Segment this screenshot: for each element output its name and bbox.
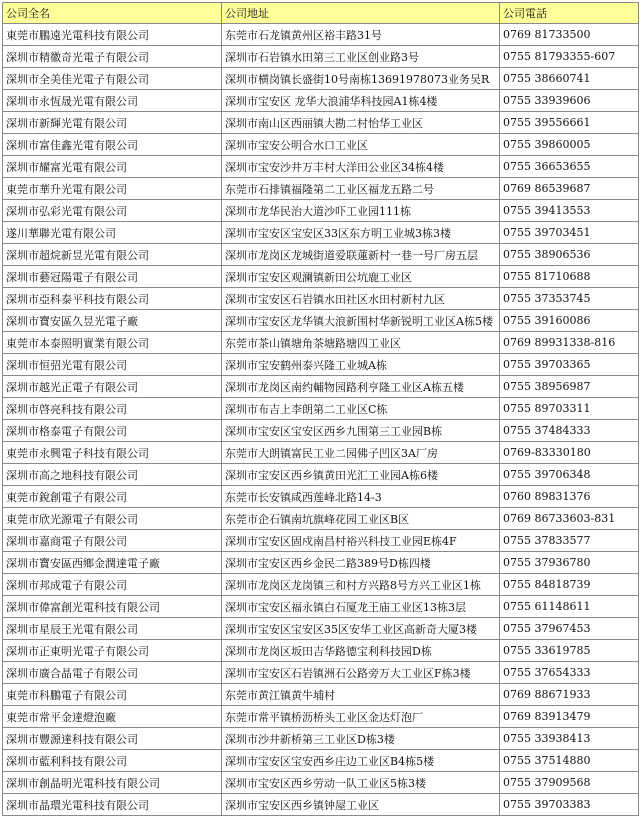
table-row	[3, 288, 639, 310]
table-row	[3, 684, 639, 706]
cell-company-address[interactable]: 东莞市石龙镇黄州区裕丰路31号	[222, 24, 500, 46]
table-row	[3, 156, 639, 178]
cell-company-name[interactable]: 東莞市銳創電子有限公司	[3, 486, 222, 508]
table-row	[3, 178, 639, 200]
cell-company-address[interactable]: 深圳市宝安区观澜镇新田公坑鹿工业区	[222, 266, 500, 288]
table-row	[3, 134, 639, 156]
table-row	[3, 486, 639, 508]
table-row	[3, 618, 639, 640]
cell-company-phone[interactable]: 0755 39160086	[500, 310, 639, 332]
header-row	[3, 3, 639, 24]
cell-company-address[interactable]: 东莞市企石镇南坑旗峰花园工业区B区	[222, 508, 500, 530]
cell-company-name[interactable]: 深圳市晶環光電科技有限公司	[3, 794, 222, 816]
cell-company-name[interactable]: 深圳市偉富創光電科技有限公司	[3, 596, 222, 618]
cell-company-address[interactable]: 深圳市宝安公明合水口工业区	[222, 134, 500, 156]
cell-company-name[interactable]: 深圳市創晶明光電科技有限公司	[3, 772, 222, 794]
cell-company-address[interactable]: 深圳市龙岗区龙岗镇三和村方兴路8号方兴工业区1栋	[222, 574, 500, 596]
table-row	[3, 640, 639, 662]
cell-company-name[interactable]: 深圳市啓亮科技有限公司	[3, 398, 222, 420]
cell-company-phone[interactable]: 0755 37833577	[500, 530, 639, 552]
cell-company-phone[interactable]: 0769 89931338-816	[500, 332, 639, 354]
cell-company-phone[interactable]: 0755 81793355-607	[500, 46, 639, 68]
cell-company-address[interactable]: 东莞市茶山镇塘角茶塘路塘四工业区	[222, 332, 500, 354]
cell-company-address[interactable]: 深圳市宝安区西乡金民二路389号D栋四楼	[222, 552, 500, 574]
cell-company-name[interactable]: 東莞市永興電子科技有限公司	[3, 442, 222, 464]
table-row	[3, 420, 639, 442]
cell-company-name[interactable]: 深圳市新輝光電有限公司	[3, 112, 222, 134]
cell-company-address[interactable]: 深圳市沙井新桥第三工业区D栋3楼	[222, 728, 500, 750]
table-row	[3, 24, 639, 46]
cell-company-name[interactable]: 東莞市本泰照明實業有限公司	[3, 332, 222, 354]
cell-company-phone[interactable]: 0755 38660741	[500, 68, 639, 90]
cell-company-phone[interactable]: 0755 37353745	[500, 288, 639, 310]
cell-company-phone[interactable]: 0755 39706348	[500, 464, 639, 486]
cell-company-address[interactable]: 深圳市宝安区宝安区西乡九围第三工业园B栋	[222, 420, 500, 442]
cell-company-address[interactable]: 深圳市龙岗区南约輔物园路利亨隆工业区A栋五楼	[222, 376, 500, 398]
table-row	[3, 68, 639, 90]
table-row	[3, 354, 639, 376]
cell-company-phone[interactable]: 0755 84818739	[500, 574, 639, 596]
table-row	[3, 46, 639, 68]
cell-company-phone[interactable]: 0755 33938413	[500, 728, 639, 750]
table-row	[3, 508, 639, 530]
cell-company-phone[interactable]: 0755 39860005	[500, 134, 639, 156]
table-row	[3, 398, 639, 420]
cell-company-address[interactable]: 深圳市宝安区西乡镇黄田光汇工业园A栋6楼	[222, 464, 500, 486]
cell-company-address[interactable]: 深圳市宝安沙井万丰村大洋田公业区34栋4楼	[222, 156, 500, 178]
cell-company-address[interactable]: 深圳市宝安区固戍南昌村裕兴科技工业园E栋4F	[222, 530, 500, 552]
cell-company-address[interactable]: 深圳市宝安区宝安西乡庄边工业区B4栋5楼	[222, 750, 500, 772]
spreadsheet	[2, 2, 638, 816]
cell-company-name[interactable]: 深圳市永恆晟光電有限公司	[3, 90, 222, 112]
header-company-name[interactable]: 公司全名	[3, 3, 222, 24]
cell-company-phone[interactable]: 0755 38956987	[500, 376, 639, 398]
table-row	[3, 772, 639, 794]
cell-company-name[interactable]: 深圳市正東明光電子有限公司	[3, 640, 222, 662]
cell-company-name[interactable]: 深圳市邦成電子有限公司	[3, 574, 222, 596]
cell-company-phone[interactable]: 0755 37514880	[500, 750, 639, 772]
cell-company-address[interactable]: 东莞市大朗镇富民工业二园佛子凹区3A厂房	[222, 442, 500, 464]
cell-company-name[interactable]: 深圳市廣合晶電子有限公司	[3, 662, 222, 684]
table-row	[3, 244, 639, 266]
cell-company-phone[interactable]: 0755 61148611	[500, 596, 639, 618]
cell-company-phone[interactable]: 0755 37654333	[500, 662, 639, 684]
cell-company-phone[interactable]: 0769 88671933	[500, 684, 639, 706]
cell-company-name[interactable]: 深圳市恒弨光電有限公司	[3, 354, 222, 376]
cell-company-name[interactable]: 深圳市藝冠陽電子有限公司	[3, 266, 222, 288]
cell-company-phone[interactable]: 0755 33619785	[500, 640, 639, 662]
cell-company-address[interactable]: 深圳市龙岗区龙城街道爱联蓮新村一巷一号厂房五层	[222, 244, 500, 266]
cell-company-address[interactable]: 深圳市南山区西丽镇大勘二村怡华工业区	[222, 112, 500, 134]
cell-company-phone[interactable]: 0755 33939606	[500, 90, 639, 112]
table-row	[3, 794, 639, 816]
cell-company-address[interactable]: 深圳市石岩镇水田第三工业区创业路3号	[222, 46, 500, 68]
cell-company-address[interactable]: 东莞市黄江镇黄牛埔村	[222, 684, 500, 706]
cell-company-phone[interactable]: 0755 81710688	[500, 266, 639, 288]
cell-company-name[interactable]: 深圳市格泰電子有限公司	[3, 420, 222, 442]
cell-company-address[interactable]: 深圳市宝安区龙华镇大浪新围村华新锐明工业区A栋5楼	[222, 310, 500, 332]
cell-company-name[interactable]: 深圳市星辰王光電有限公司	[3, 618, 222, 640]
cell-company-phone[interactable]: 0760 89831376	[500, 486, 639, 508]
cell-company-name[interactable]: 深圳市全美佳光電子有限公司	[3, 68, 222, 90]
cell-company-phone[interactable]: 0769 81733500	[500, 24, 639, 46]
cell-company-address[interactable]: 深圳市宝安区福永镇白石厦龙王庙工业区13栋3层	[222, 596, 500, 618]
cell-company-address[interactable]: 深圳市宝安区 龙华大浪浦华科技园A1栋4楼	[222, 90, 500, 112]
table-row	[3, 662, 639, 684]
cell-company-address[interactable]: 深圳市横岗镇长盛街10号南栋13691978073业务吴R	[222, 68, 500, 90]
table-row	[3, 596, 639, 618]
cell-company-phone[interactable]: 0769 86539687	[500, 178, 639, 200]
cell-company-address[interactable]: 东莞市长安镇咸西莲峰北路14-3	[222, 486, 500, 508]
cell-company-name[interactable]: 深圳市高之地科技有限公司	[3, 464, 222, 486]
cell-company-phone[interactable]: 0755 37909568	[500, 772, 639, 794]
table-row	[3, 442, 639, 464]
cell-company-phone[interactable]: 0755 39703383	[500, 794, 639, 816]
cell-company-name[interactable]: 遂川華聯光電有限公司	[3, 222, 222, 244]
table-row	[3, 90, 639, 112]
cell-company-address[interactable]: 深圳市龙岗区坂田吉华路德宝利科技园D栋	[222, 640, 500, 662]
cell-company-name[interactable]: 東莞市華升光電有限公司	[3, 178, 222, 200]
cell-company-address[interactable]: 深圳市宝安区石岩镇洲石公路旁万大工业区F栋3楼	[222, 662, 500, 684]
cell-company-phone[interactable]: 0755 38906536	[500, 244, 639, 266]
cell-company-address[interactable]: 东莞市石排镇福隆第二工业区福龙五路二号	[222, 178, 500, 200]
table-row	[3, 706, 639, 728]
cell-company-name[interactable]: 深圳市超烷新昱光電有限公司	[3, 244, 222, 266]
cell-company-phone[interactable]: 0755 37936780	[500, 552, 639, 574]
cell-company-name[interactable]: 深圳市精徽奇光電子有限公司	[3, 46, 222, 68]
cell-company-phone[interactable]: 0755 37484333	[500, 420, 639, 442]
cell-company-address[interactable]: 深圳市龙华民治大道沙吓工业园111栋	[222, 200, 500, 222]
cell-company-name[interactable]: 深圳市豐源達科技有限公司	[3, 728, 222, 750]
table-row	[3, 750, 639, 772]
table-row	[3, 200, 639, 222]
cell-company-name[interactable]: 深圳市寶安區久昱光電子廠	[3, 310, 222, 332]
cell-company-address[interactable]: 东莞市常平镇桥沥桥头工业区金达灯泡厂	[222, 706, 500, 728]
cell-company-name[interactable]: 東莞市欣光源電子有限公司	[3, 508, 222, 530]
cell-company-name[interactable]: 深圳市藍利科技有限公司	[3, 750, 222, 772]
cell-company-phone[interactable]: 0755 89703311	[500, 398, 639, 420]
cell-company-address[interactable]: 深圳市宝安区宝安区35区安华工业区高新奇大厦3楼	[222, 618, 500, 640]
cell-company-phone[interactable]: 0769 83913479	[500, 706, 639, 728]
cell-company-address[interactable]: 深圳市宝安鹤州泰兴隆工业城A栋	[222, 354, 500, 376]
cell-company-phone[interactable]: 0769 86733603-831	[500, 508, 639, 530]
header-company-address[interactable]: 公司地址	[222, 3, 500, 24]
table-row	[3, 266, 639, 288]
cell-company-phone[interactable]: 0755 37967453	[500, 618, 639, 640]
cell-company-name[interactable]: 深圳市亞科泰平科技有限公司	[3, 288, 222, 310]
cell-company-name[interactable]: 深圳市越光正電子有限公司	[3, 376, 222, 398]
table-row	[3, 332, 639, 354]
cell-company-address[interactable]: 深圳市布吉上李朗第二工业区C栋	[222, 398, 500, 420]
cell-company-name[interactable]: 深圳市嘉商電子有限公司	[3, 530, 222, 552]
table-row	[3, 376, 639, 398]
table-row	[3, 552, 639, 574]
table-row	[3, 310, 639, 332]
cell-company-phone[interactable]: 0755 39413553	[500, 200, 639, 222]
cell-company-address[interactable]: 深圳市宝安区石岩镇水田社区水田村新村九区	[222, 288, 500, 310]
cell-company-name[interactable]: 深圳市富佳鑫光電有限公司	[3, 134, 222, 156]
cell-company-name[interactable]: 深圳市弘彩光電有限公司	[3, 200, 222, 222]
table-row	[3, 222, 639, 244]
cell-company-name[interactable]: 東莞市常平金達燈泡廠	[3, 706, 222, 728]
cell-company-name[interactable]: 深圳市耀富光電有限公司	[3, 156, 222, 178]
cell-company-address[interactable]: 深圳市宝安区西乡镇钟屋工业区	[222, 794, 500, 816]
cell-company-phone[interactable]: 0755 39703451	[500, 222, 639, 244]
table-row	[3, 112, 639, 134]
cell-company-phone[interactable]: 0755 39703365	[500, 354, 639, 376]
cell-company-name[interactable]: 深圳市寶安區西鄉金潤達電子廠	[3, 552, 222, 574]
cell-company-phone[interactable]: 0769-83330180	[500, 442, 639, 464]
company-table	[2, 2, 639, 816]
header-company-phone[interactable]: 公司電話	[500, 3, 639, 24]
cell-company-address[interactable]: 深圳市宝安区宝安区33区东方明工业城3栋3楼	[222, 222, 500, 244]
cell-company-name[interactable]: 東莞市科鵬電子有限公司	[3, 684, 222, 706]
table-row	[3, 574, 639, 596]
table-row	[3, 530, 639, 552]
table-row	[3, 464, 639, 486]
cell-company-name[interactable]: 東莞市鵬遠光電科技有限公司	[3, 24, 222, 46]
cell-company-phone[interactable]: 0755 36653655	[500, 156, 639, 178]
cell-company-phone[interactable]: 0755 39556661	[500, 112, 639, 134]
cell-company-address[interactable]: 深圳市宝安区西乡劳动一队工业区5栋3楼	[222, 772, 500, 794]
table-row	[3, 728, 639, 750]
